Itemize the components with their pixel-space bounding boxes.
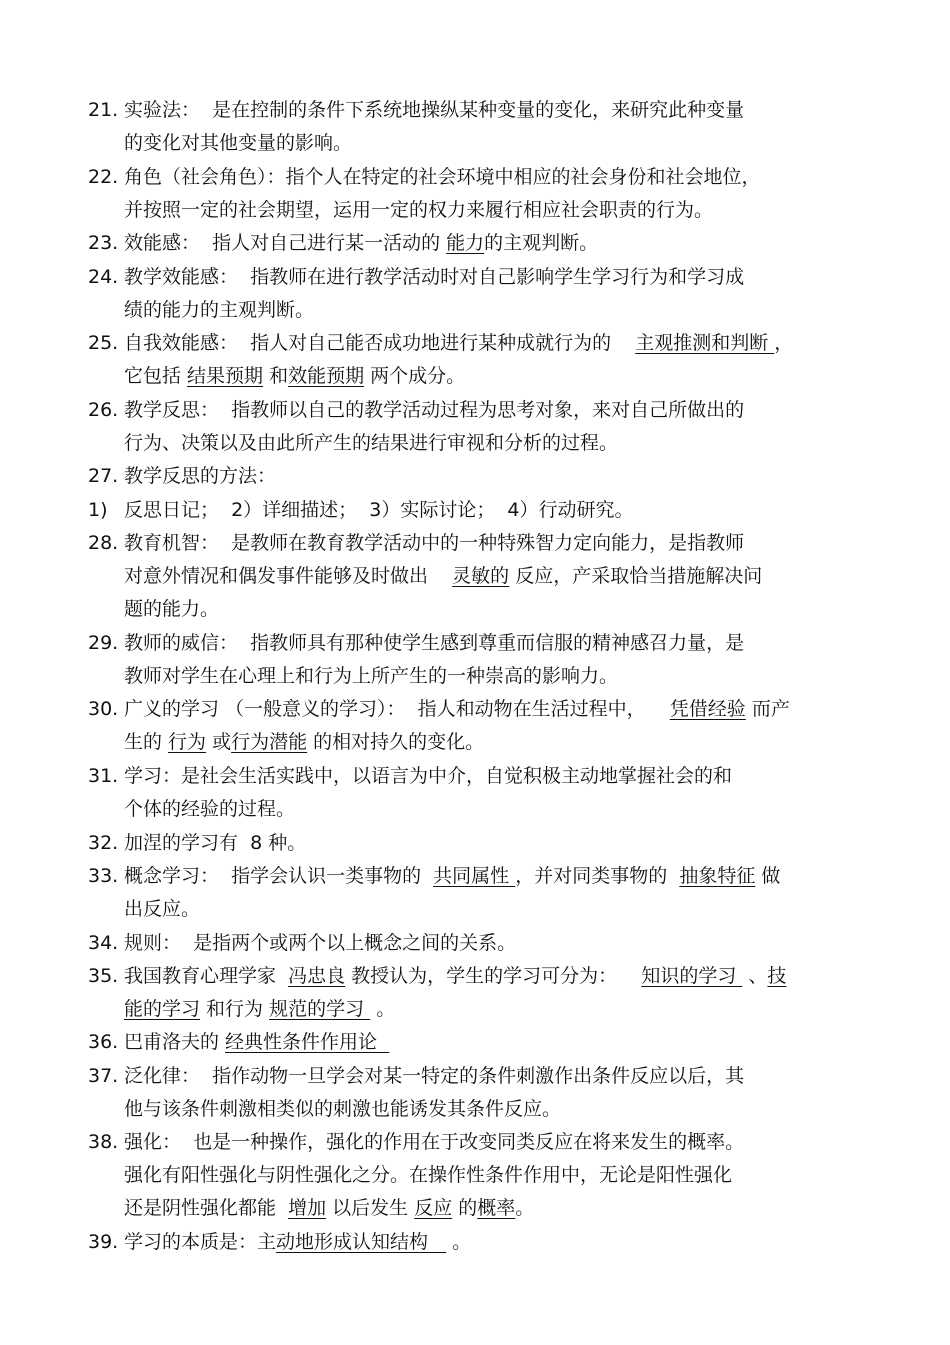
item-line xyxy=(88,161,858,194)
list-item xyxy=(88,960,858,1026)
item-number: 23. xyxy=(88,232,119,255)
item-line xyxy=(88,1093,858,1126)
item-text: 和 xyxy=(263,365,289,388)
item-text: 加涅的学习有 8 种。 xyxy=(124,831,307,854)
list-item xyxy=(88,1060,858,1126)
item-text: ，并对同类事物的 xyxy=(515,864,680,887)
item-text: 教学反思的方法： xyxy=(124,465,277,488)
list-item xyxy=(88,1026,858,1059)
item-text: 以后发生 xyxy=(326,1197,415,1220)
underlined-answer: 行为 xyxy=(168,731,207,754)
item-number: 24. xyxy=(88,265,119,288)
item-text: 广义的学习 （一般意义的学习）： 指人和动物在生活过程中， xyxy=(124,698,670,721)
item-line xyxy=(88,360,858,393)
underlined-answer: 能的学习 xyxy=(124,997,201,1020)
underlined-answer: 行为潜能 xyxy=(231,731,308,754)
item-text: 。 xyxy=(515,1197,535,1220)
item-number: 27. xyxy=(88,465,119,488)
item-number: 28. xyxy=(88,531,119,554)
item-line xyxy=(88,893,858,926)
item-text: 反应，产采取恰当措施解决问 xyxy=(509,564,763,587)
item-text: 并按照一定的社会期望，运用一定的权力来履行相应社会职责的行为。 xyxy=(124,198,714,221)
item-line xyxy=(88,726,858,759)
item-text: 的主观判断。 xyxy=(484,232,599,255)
list-item xyxy=(88,1126,858,1225)
item-line xyxy=(88,94,858,127)
list-item xyxy=(88,494,858,527)
item-line xyxy=(88,327,858,360)
item-line xyxy=(88,793,858,826)
item-text: 行为、决策以及由此所产生的结果进行审视和分析的过程。 xyxy=(124,431,619,454)
item-number: 36. xyxy=(88,1031,119,1054)
item-line xyxy=(88,494,858,527)
item-number: 38. xyxy=(88,1131,119,1154)
item-line xyxy=(88,1192,858,1225)
underlined-answer: 共同属性 xyxy=(433,864,516,887)
item-line xyxy=(88,127,858,160)
item-line xyxy=(88,927,858,960)
item-number: 22. xyxy=(88,165,119,188)
underlined-answer: 概率 xyxy=(477,1197,516,1220)
list-item xyxy=(88,693,858,759)
underlined-answer: 技 xyxy=(767,964,787,987)
item-text: 而产 xyxy=(745,698,790,721)
item-text: 泛化律： 指作动物一旦学会对某一特定的条件刺激作出条件反应以后，其 xyxy=(124,1064,745,1087)
underlined-answer: 反应 xyxy=(414,1197,453,1220)
item-line xyxy=(88,294,858,327)
underlined-answer: 结果预期 xyxy=(187,365,264,388)
item-line xyxy=(88,194,858,227)
item-line xyxy=(88,460,858,493)
item-number: 34. xyxy=(88,931,119,954)
item-number: 21. xyxy=(88,99,119,121)
list-item xyxy=(88,627,858,693)
item-text: 的 xyxy=(452,1197,478,1220)
item-text: 对意外情况和偶发事件能够及时做出 xyxy=(124,564,453,587)
item-number: 1) xyxy=(88,498,108,521)
item-text: 或 xyxy=(206,731,232,754)
item-text: 反思日记； 2）详细描述； 3）实际讨论； 4）行动研究。 xyxy=(124,498,634,521)
item-line xyxy=(88,261,858,294)
underlined-answer: 能力 xyxy=(446,232,485,255)
item-text: 自我效能感： 指人对自己能否成功地进行某种成就行为的 xyxy=(124,332,636,355)
list-item xyxy=(88,460,858,493)
item-number: 37. xyxy=(88,1064,119,1087)
item-line xyxy=(88,1226,858,1259)
item-text: 个体的经验的过程。 xyxy=(124,798,296,820)
list-item xyxy=(88,227,858,260)
item-text: ， xyxy=(774,332,794,355)
list-item xyxy=(88,261,858,327)
item-number: 30. xyxy=(88,698,119,721)
list-item xyxy=(88,827,858,860)
list-item xyxy=(88,327,858,393)
list-item xyxy=(88,760,858,826)
item-text: 。 xyxy=(370,997,396,1020)
item-number: 32. xyxy=(88,831,119,854)
list-item xyxy=(88,927,858,960)
item-text: 。 xyxy=(446,1231,472,1254)
item-number: 25. xyxy=(88,332,119,355)
item-line xyxy=(88,693,858,726)
underlined-answer: 增加 xyxy=(288,1197,327,1220)
item-text: 概念学习： 指学会认识一类事物的 xyxy=(124,864,434,887)
underlined-answer: 动地形成认知结构 xyxy=(276,1231,447,1254)
underlined-answer: 效能预期 xyxy=(288,365,365,388)
item-text: 他与该条件刺激相类似的刺激也能诱发其条件反应。 xyxy=(124,1097,562,1120)
item-line xyxy=(88,593,858,626)
list-item xyxy=(88,527,858,626)
item-text: 我国教育心理学家 xyxy=(124,964,289,987)
item-number: 35. xyxy=(88,964,119,987)
item-number: 26. xyxy=(88,398,119,421)
list-item xyxy=(88,94,858,160)
item-number: 29. xyxy=(88,631,119,654)
item-line xyxy=(88,960,858,993)
item-line xyxy=(88,993,858,1026)
item-text: 实验法： 是在控制的条件下系统地操纵某种变量的变化，来研究此种变量 xyxy=(124,99,745,121)
item-text: 角色（社会角色）：指个人在特定的社会环境中相应的社会身份和社会地位， xyxy=(124,165,761,188)
item-number: 31. xyxy=(88,765,119,787)
item-text: 生的 xyxy=(124,731,169,754)
item-text: 教师对学生在心理上和行为上所产生的一种崇高的影响力。 xyxy=(124,664,619,687)
item-line xyxy=(88,1126,858,1159)
item-line xyxy=(88,760,858,793)
underlined-answer: 经典性条件作用论 xyxy=(225,1031,390,1054)
list-item xyxy=(88,161,858,227)
item-text: 的相对持久的变化。 xyxy=(307,731,485,754)
underlined-answer: 凭借经验 xyxy=(669,698,746,721)
item-text: 强化： 也是一种操作，强化的作用在于改变同类反应在将来发生的概率。 xyxy=(124,1131,745,1154)
item-text: 强化有阳性强化与阴性强化之分。在操作性条件作用中，无论是阳性强化 xyxy=(124,1164,733,1187)
item-text: 出反应。 xyxy=(124,897,201,920)
item-text: 学习：是社会生活实践中，以语言为中介，自觉积极主动地掌握社会的和 xyxy=(124,765,733,787)
item-line xyxy=(88,1159,858,1192)
underlined-answer: 规范的学习 xyxy=(269,997,371,1020)
item-text: 两个成分。 xyxy=(364,365,466,388)
list-item xyxy=(88,394,858,460)
item-line xyxy=(88,1060,858,1093)
item-text: 教学效能感： 指教师在进行教学活动时对自己影响学生学习行为和学习成 xyxy=(124,265,745,288)
item-number: 39. xyxy=(88,1231,119,1254)
item-line xyxy=(88,860,858,893)
item-line xyxy=(88,227,858,260)
item-text: 规则： 是指两个或两个以上概念之间的关系。 xyxy=(124,931,517,954)
item-text: 的变化对其他变量的影响。 xyxy=(124,132,353,154)
item-line xyxy=(88,627,858,660)
item-line xyxy=(88,427,858,460)
underlined-answer: 灵敏的 xyxy=(452,564,510,587)
item-text: 学习的本质是：主 xyxy=(124,1231,277,1254)
item-text: 效能感： 指人对自己进行某一活动的 xyxy=(124,232,447,255)
item-text: 教育机智： 是教师在教育教学活动中的一种特殊智力定向能力，是指教师 xyxy=(124,531,745,554)
item-text: 教学反思： 指教师以自己的教学活动过程为思考对象，来对自己所做出的 xyxy=(124,398,745,421)
list-item xyxy=(88,1226,858,1259)
item-line xyxy=(88,827,858,860)
item-line xyxy=(88,527,858,560)
item-text: 和行为 xyxy=(200,997,270,1020)
item-text: 绩的能力的主观判断。 xyxy=(124,298,315,321)
item-text: 、 xyxy=(742,964,768,987)
item-line xyxy=(88,560,858,593)
underlined-answer: 主观推测和判断 xyxy=(635,332,775,355)
underlined-answer: 冯忠良 xyxy=(288,964,346,987)
item-line xyxy=(88,1026,858,1059)
item-text: 还是阴性强化都能 xyxy=(124,1197,289,1220)
item-text: 巴甫洛夫的 xyxy=(124,1031,226,1054)
item-text: 题的能力。 xyxy=(124,597,220,620)
underlined-answer: 知识的学习 xyxy=(641,964,743,987)
item-line xyxy=(88,394,858,427)
item-text: 做 xyxy=(755,864,781,887)
item-number: 33. xyxy=(88,864,119,887)
item-text: 它包括 xyxy=(124,365,188,388)
item-text: 教师的威信： 指教师具有那种使学生感到尊重而信服的精神感召力量，是 xyxy=(124,631,745,654)
item-text: 教授认为，学生的学习可分为： xyxy=(345,964,642,987)
underlined-answer: 抽象特征 xyxy=(679,864,756,887)
item-line xyxy=(88,660,858,693)
list-item xyxy=(88,860,858,926)
